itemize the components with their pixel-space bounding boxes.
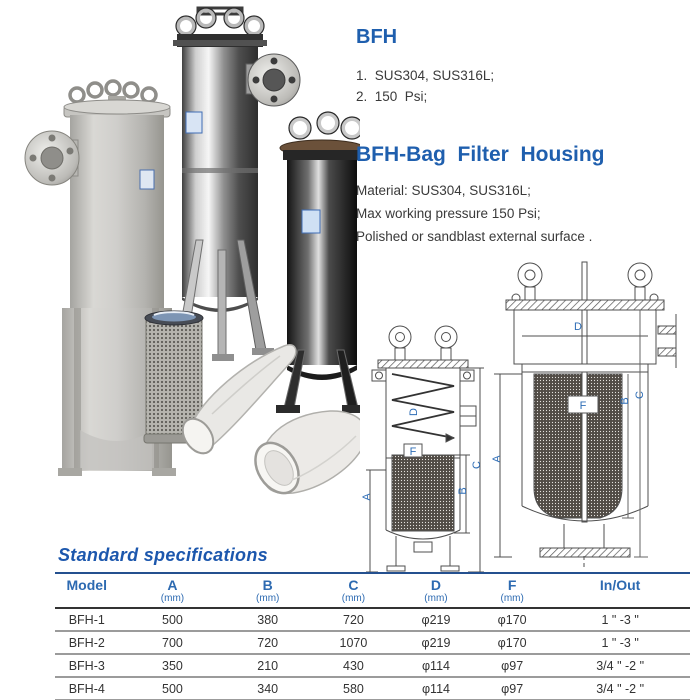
cell-model: BFH-4: [68, 681, 105, 696]
product-photo-collage: [0, 0, 360, 545]
filter-bag-photo-large: [247, 411, 360, 501]
col-header-c: C (mm): [341, 577, 366, 604]
cell-c: 1070: [339, 635, 368, 650]
cell-inout: 1 " -3 ": [601, 612, 639, 627]
technical-drawing-front: [482, 256, 694, 572]
dim-label-c: C: [471, 461, 483, 469]
intro-text-block: [356, 26, 698, 248]
cell-b: 340: [257, 681, 279, 696]
cell-model: BFH-1: [68, 612, 105, 627]
detail-line-surface: Polished or sandblast external surface .: [356, 229, 593, 244]
spec-line-2: 2. 150 Psi;: [356, 89, 428, 104]
col-header-b: B (mm): [256, 577, 280, 604]
specs-table-wrap: [55, 572, 690, 700]
col-header-a: A (mm): [160, 577, 185, 604]
col-header-inout: In/Out: [599, 577, 641, 593]
model-heading: BFH: [356, 26, 398, 48]
cell-d: φ219: [421, 612, 451, 627]
table-row: [55, 631, 690, 654]
table-row: [55, 608, 690, 631]
dim-label-a: A: [361, 493, 373, 501]
cell-a: 700: [162, 635, 183, 650]
cell-inout: 3/4 " -2 ": [596, 681, 645, 696]
detail-line-pressure: Max working pressure 150 Psi;: [356, 206, 541, 221]
table-row: [55, 677, 690, 700]
table-row: [55, 654, 690, 677]
dim-label-b: B: [457, 487, 469, 495]
cell-model: BFH-3: [68, 658, 105, 673]
cell-f: φ170: [497, 635, 527, 650]
detail-line-material: Material: SUS304, SUS316L;: [356, 183, 531, 198]
specs-section-title: Standard specifications: [58, 545, 268, 565]
cell-inout: 3/4 " -2 ": [596, 658, 645, 673]
cell-b: 210: [257, 658, 279, 673]
cell-model: BFH-2: [68, 635, 105, 650]
specs-header-row: [55, 574, 690, 608]
cell-a: 500: [162, 681, 183, 696]
spec-line-1: 1. SUS304, SUS316L;: [356, 68, 495, 83]
dim-label-d: D: [574, 321, 582, 333]
cell-c: 430: [343, 658, 364, 673]
technical-drawing-side: [358, 320, 488, 576]
specs-table: [55, 574, 690, 700]
housing-photo-dark: [276, 112, 360, 413]
dim-label-a: A: [491, 455, 503, 463]
cell-a: 500: [162, 612, 183, 627]
dim-label-f: F: [409, 446, 417, 458]
cell-c: 720: [343, 612, 364, 627]
cell-a: 350: [162, 658, 183, 673]
cell-d: φ219: [421, 635, 451, 650]
dim-label-d: D: [408, 408, 420, 416]
cell-f: φ170: [497, 612, 527, 627]
cell-d: φ114: [421, 658, 450, 673]
dim-label-f: F: [579, 400, 587, 412]
col-header-f: F (mm): [500, 577, 524, 604]
cell-d: φ114: [421, 681, 450, 696]
cell-b: 720: [257, 635, 279, 650]
cell-f: φ97: [501, 681, 524, 696]
housing-photo-polished: [170, 8, 300, 361]
dim-label-c: C: [634, 391, 646, 399]
cell-f: φ97: [501, 658, 524, 673]
col-header-model: Model: [66, 577, 107, 593]
cell-c: 580: [343, 681, 364, 696]
cell-inout: 1 " -3 ": [601, 635, 639, 650]
product-heading: BFH-Bag Filter Housing: [356, 143, 605, 166]
cell-b: 380: [257, 612, 279, 627]
col-header-d: D (mm): [424, 577, 448, 604]
dim-label-b: B: [619, 397, 631, 405]
